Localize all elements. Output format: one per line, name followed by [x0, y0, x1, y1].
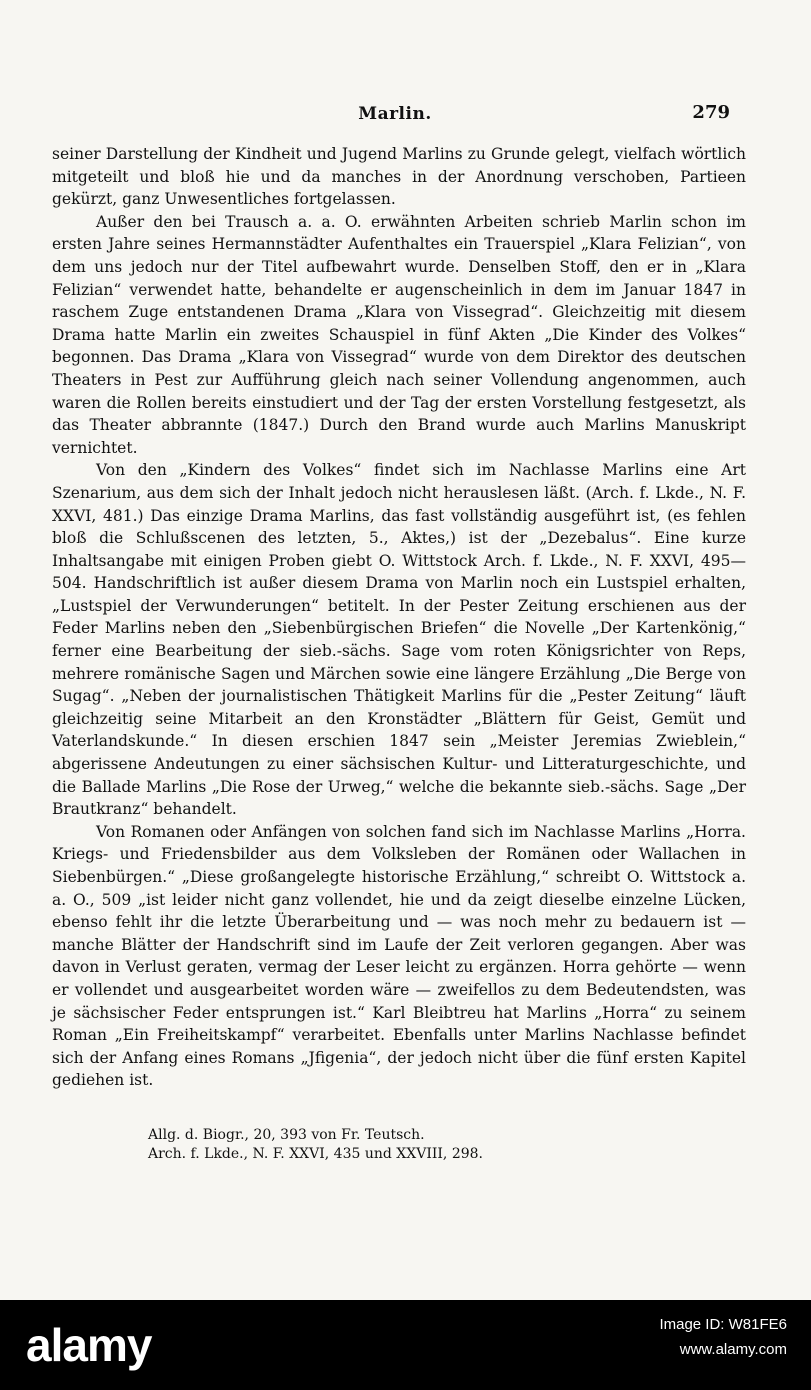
paragraph: Von Romanen oder Anfängen von solchen fand sich im Nachlasse Marlins „Horra. Kriegs- und Friedensbilder aus dem Volksleben der Romänen oder Wallachen in Siebenbürgen.“ „Diese großangelegte historische Erzählung,“ schreibt O. Wittstock a. a. O., 509 „ist leider nicht ganz vollendet, hie und da zeigt dieselbe einzelne Lücken, ebenso fehlt ihr die letzte Überarbeitung und — was noch mehr zu bedauern ist — manche Blätter der Handschrift sind im Laufe der Zeit verloren gegangen. Aber was davon in Verlust geraten, vermag der Leser leicht zu ergänzen. Horra gehörte — wenn er vollendet und ausgearbeitet worden wäre — zweifellos zu dem Bedeutendsten, was je sächsischer Feder entsprungen ist.“ Karl Bleibtreu hat Marlins „Horra“ zu seinem Roman „Ein Freiheitskampf“ verarbeitet. Ebenfalls unter Marlins Nachlasse befindet sich der Anfang eines Romans „Jfigenia“, der jedoch nicht über die fünf ersten Kapitel gediehen ist.	[52, 822, 746, 1090]
image-id: Image ID: W81FE6	[659, 1316, 787, 1333]
running-title: Marlin.	[358, 104, 432, 124]
paragraph: Außer den bei Trausch a. a. O. erwähnten Arbeiten schrieb Marlin schon im ersten Jahre seines Hermannstädter Aufenthaltes ein Trauerspiel „Klara Felizian“, von dem uns jedoch nur der Titel aufbewahrt wurde. Denselben Stoff, den er in „Klara Felizian“ verwendet hatte, behandelte er augenscheinlich in dem im Januar 1847 in raschem Zuge entstandenen Drama „Klara von Vissegrad“. Gleichzeitig mit diesem Drama hatte Marlin ein zweites Schauspiel in fünf Akten „Die Kinder des Volkes“ begonnen. Das Drama „Klara von Vissegrad“ wurde von dem Direktor des deutschen Theaters in Pest zur Aufführung gleich nach seiner Vollendung angenommen, auch waren die Rollen bereits einstudiert und der Tag der ersten Vorstellung festgesetzt, als das Theater abbrannte (1847.) Durch den Brand wurde auch Marlins Manuskript vernichtet.	[52, 212, 746, 457]
watermark-banner	[0, 1300, 811, 1390]
body-text	[52, 143, 746, 1092]
reference-line: Allg. d. Biogr., 20, 393 von Fr. Teutsch.	[148, 1127, 425, 1143]
paragraph: seiner Darstellung der Kindheit und Jugend Marlins zu Grunde gelegt, vielfach wörtlich mitgeteilt und bloß hie und da manches in der Anordnung verschoben, Partieen gekürzt, ganz Unwesentliches fortgelassen.	[52, 145, 746, 209]
paragraph: Von den „Kindern des Volkes“ findet sich im Nachlasse Marlins eine Art Szenarium, aus dem sich der Inhalt jedoch nicht herauslesen läßt. (Arch. f. Lkde., N. F. XXVI, 481.) Das einzige Drama Marlins, das fast vollständig ausgeführt ist, (es fehlen bloß die Schlußscenen des letzten, 5., Aktes,) ist der „Dezebalus“. Eine kurze Inhaltsangabe mit einigen Proben giebt O. Wittstock Arch. f. Lkde., N. F. XXVI, 495—504. Handschriftlich ist außer diesem Drama von Marlin noch ein Lustspiel erhalten, „Lustspiel der Verwunderungen“ betitelt. In der Pester Zeitung erschienen aus der Feder Marlins neben den „Siebenbürgischen Briefen“ die Novelle „Der Kartenkönig,“ ferner eine Bearbeitung der sieb.-sächs. Sage vom roten Königsrichter von Reps, mehrere romänische Sagen und Märchen sowie eine längere Erzählung „Die Berge von Sugag“. „Neben der journalistischen Thätigkeit Marlins für die „Pester Zeitung“ läuft gleichzeitig seine Mitarbeit an den Kronstädter „Blättern für Geist, Gemüt und Vaterlandskunde.“ In diesen erschien 1847 sein „Meister Jeremias Zwieblein,“ abgerissene Andeutungen zu einer sächsischen Kultur- und Litteraturgeschichte, und die Ballade Marlins „Die Rose der Urweg,“ welche die bekannte sieb.-sächs. Sage „Der Brautkranz“ behandelt.	[52, 461, 746, 819]
page-number: 279	[692, 102, 730, 123]
site-url: www.alamy.com	[679, 1341, 787, 1358]
page-header	[60, 100, 730, 130]
references	[148, 1126, 708, 1164]
brand-logo: alamy	[26, 1319, 152, 1371]
banner-info	[659, 1316, 787, 1358]
reference-line: Arch. f. Lkde., N. F. XXVI, 435 und XXVIII, 298.	[148, 1146, 484, 1162]
